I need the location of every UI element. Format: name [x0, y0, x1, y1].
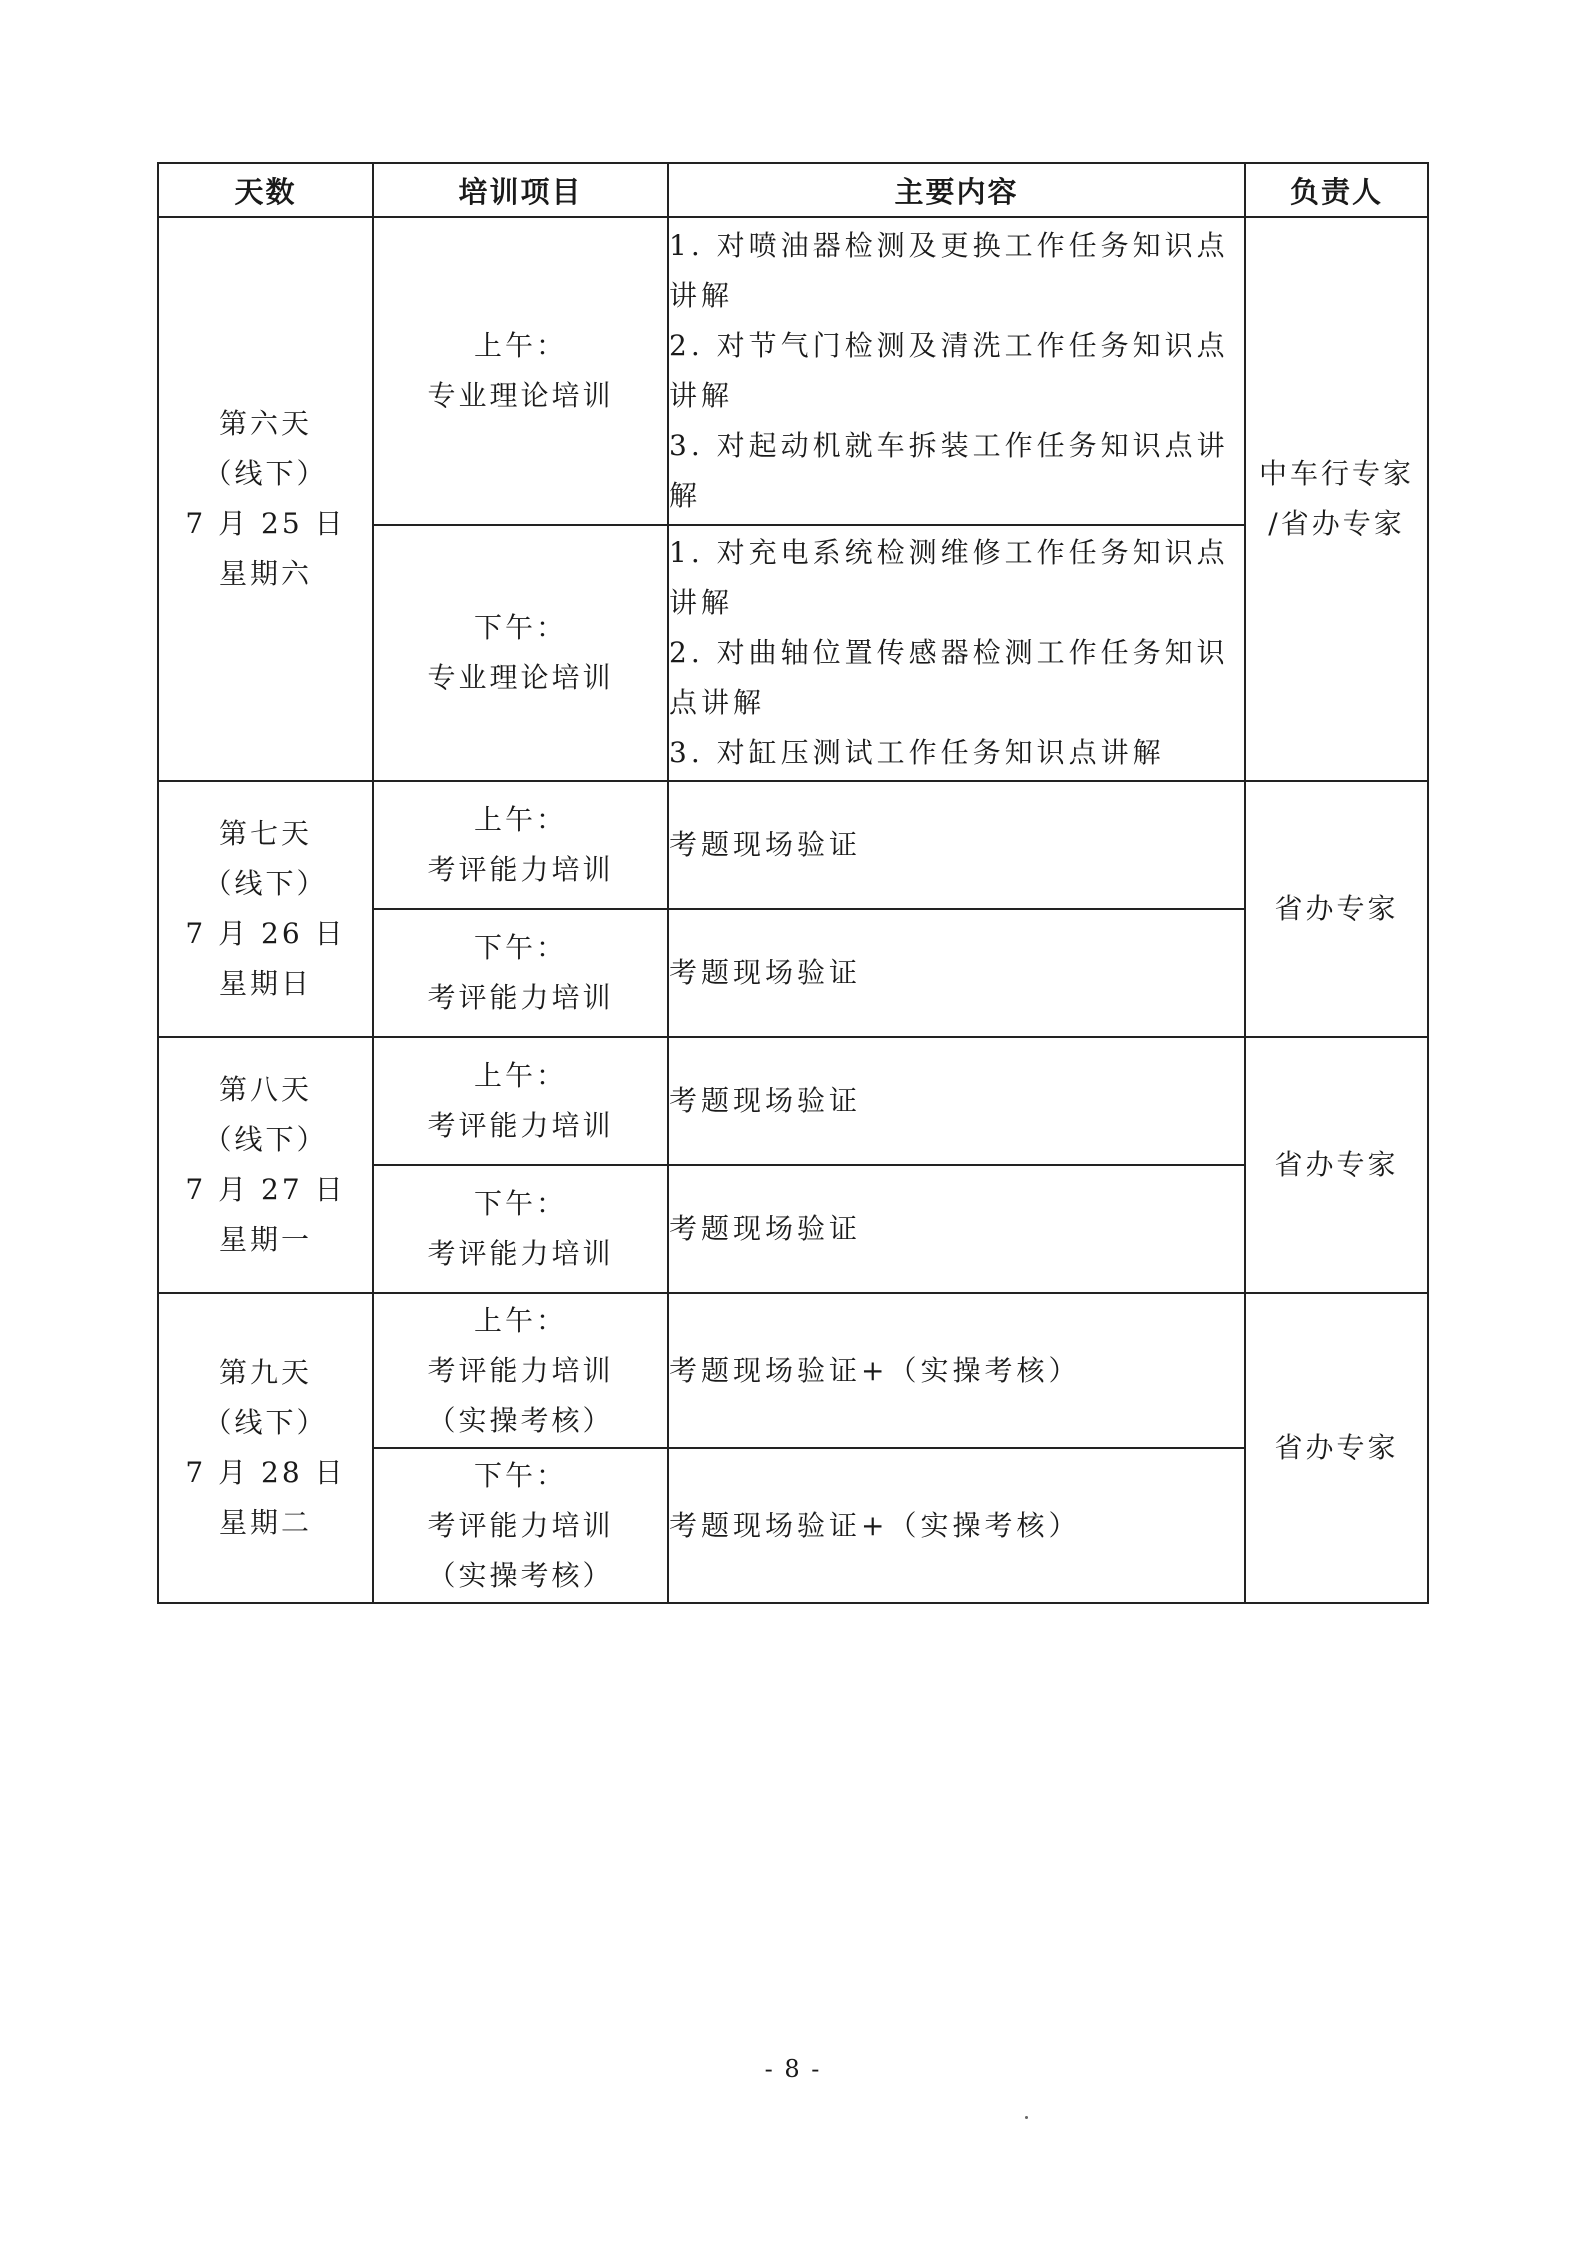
item-cell — [373, 1165, 668, 1293]
content-line: 考题现场验证+（实操考核） — [669, 1353, 1081, 1387]
day-weekday: 星期一 — [218, 1223, 312, 1256]
day-date: 7 月 26 日 — [185, 917, 346, 950]
owner-line: 省办专家 — [1274, 1431, 1399, 1464]
content-line: 讲解 — [669, 586, 734, 619]
item-cell — [373, 1037, 668, 1165]
table-row — [158, 1037, 1428, 1165]
content-line: 2. 对曲轴位置传感器检测工作任务知识 — [669, 636, 1229, 669]
day-label: 第八天 — [218, 1073, 312, 1106]
content-cell — [668, 1293, 1245, 1448]
owner-cell — [1245, 1037, 1428, 1293]
content-line: 考题现场验证 — [669, 956, 862, 989]
session-time: 下午： — [473, 611, 567, 644]
content-line: 解 — [669, 479, 702, 512]
day-mode: （线下） — [203, 1406, 328, 1439]
day-cell — [158, 781, 373, 1037]
content-cell — [668, 525, 1245, 781]
owner-cell — [1245, 781, 1428, 1037]
content-line: 考题现场验证+（实操考核） — [669, 1508, 1081, 1542]
day-cell — [158, 1293, 373, 1603]
day-label: 第六天 — [218, 407, 312, 440]
table-row — [158, 781, 1428, 909]
session-time: 上午： — [473, 1059, 567, 1092]
content-cell — [668, 1037, 1245, 1165]
session-topic: 考评能力培训 — [427, 1109, 614, 1142]
day-mode: （线下） — [203, 1123, 328, 1156]
header-item: 培训项目 — [373, 163, 668, 217]
session-topic: 考评能力培训 — [427, 853, 614, 886]
item-cell — [373, 909, 668, 1037]
content-line: 考题现场验证 — [669, 1084, 862, 1117]
content-line: 考题现场验证 — [669, 828, 862, 861]
content-cell — [668, 217, 1245, 525]
table-row — [158, 217, 1428, 525]
content-line: 3. 对缸压测试工作任务知识点讲解 — [669, 736, 1165, 769]
session-time: 上午： — [473, 1303, 567, 1337]
page-number: - 8 - — [764, 2055, 822, 2083]
owner-line: 中车行专家 — [1258, 457, 1414, 490]
session-time: 上午： — [473, 329, 567, 362]
day-weekday: 星期二 — [218, 1506, 312, 1539]
session-note: （实操考核） — [427, 1403, 614, 1437]
session-topic: 考评能力培训 — [427, 981, 614, 1014]
header-content: 主要内容 — [668, 163, 1245, 217]
content-line: 讲解 — [669, 379, 734, 412]
content-line: 考题现场验证 — [669, 1212, 862, 1245]
owner-cell — [1245, 1293, 1428, 1603]
content-cell — [668, 1448, 1245, 1603]
day-cell — [158, 217, 373, 781]
day-date: 7 月 25 日 — [185, 507, 346, 540]
session-topic: 考评能力培训 — [427, 1353, 614, 1387]
owner-line: /省办专家 — [1268, 507, 1405, 540]
owner-line: 省办专家 — [1274, 892, 1399, 925]
day-weekday: 星期六 — [218, 557, 312, 590]
session-topic: 专业理论培训 — [427, 379, 614, 412]
item-cell — [373, 525, 668, 781]
day-mode: （线下） — [203, 867, 328, 900]
session-time: 下午： — [473, 1458, 567, 1492]
session-topic: 专业理论培训 — [427, 661, 614, 694]
session-topic: 考评能力培训 — [427, 1508, 614, 1542]
content-cell — [668, 781, 1245, 909]
item-cell — [373, 217, 668, 525]
header-owner: 负责人 — [1245, 163, 1428, 217]
content-line: 1. 对充电系统检测维修工作任务知识点 — [669, 536, 1229, 569]
day-date: 7 月 27 日 — [185, 1173, 346, 1206]
session-topic: 考评能力培训 — [427, 1237, 614, 1270]
header-day: 天数 — [158, 163, 373, 217]
content-line: 讲解 — [669, 279, 734, 312]
session-time: 下午： — [473, 931, 567, 964]
scan-speck — [1025, 2116, 1028, 2119]
item-cell — [373, 781, 668, 909]
content-line: 点讲解 — [669, 686, 766, 719]
session-time: 下午： — [473, 1187, 567, 1220]
session-time: 上午： — [473, 803, 567, 836]
content-line: 2. 对节气门检测及清洗工作任务知识点 — [669, 329, 1229, 362]
day-weekday: 星期日 — [218, 967, 312, 1000]
day-label: 第九天 — [218, 1356, 312, 1389]
content-line: 3. 对起动机就车拆装工作任务知识点讲 — [669, 429, 1229, 462]
content-cell — [668, 1165, 1245, 1293]
item-cell — [373, 1448, 668, 1603]
owner-line: 省办专家 — [1274, 1148, 1399, 1181]
table-header-row — [158, 163, 1428, 217]
training-schedule-table — [157, 162, 1429, 1604]
table-row — [158, 1293, 1428, 1448]
content-cell — [668, 909, 1245, 1037]
day-label: 第七天 — [218, 817, 312, 850]
day-mode: （线下） — [203, 457, 328, 490]
session-note: （实操考核） — [427, 1558, 614, 1592]
item-cell — [373, 1293, 668, 1448]
owner-cell — [1245, 217, 1428, 781]
day-cell — [158, 1037, 373, 1293]
day-date: 7 月 28 日 — [185, 1456, 346, 1489]
content-line: 1. 对喷油器检测及更换工作任务知识点 — [669, 229, 1229, 262]
